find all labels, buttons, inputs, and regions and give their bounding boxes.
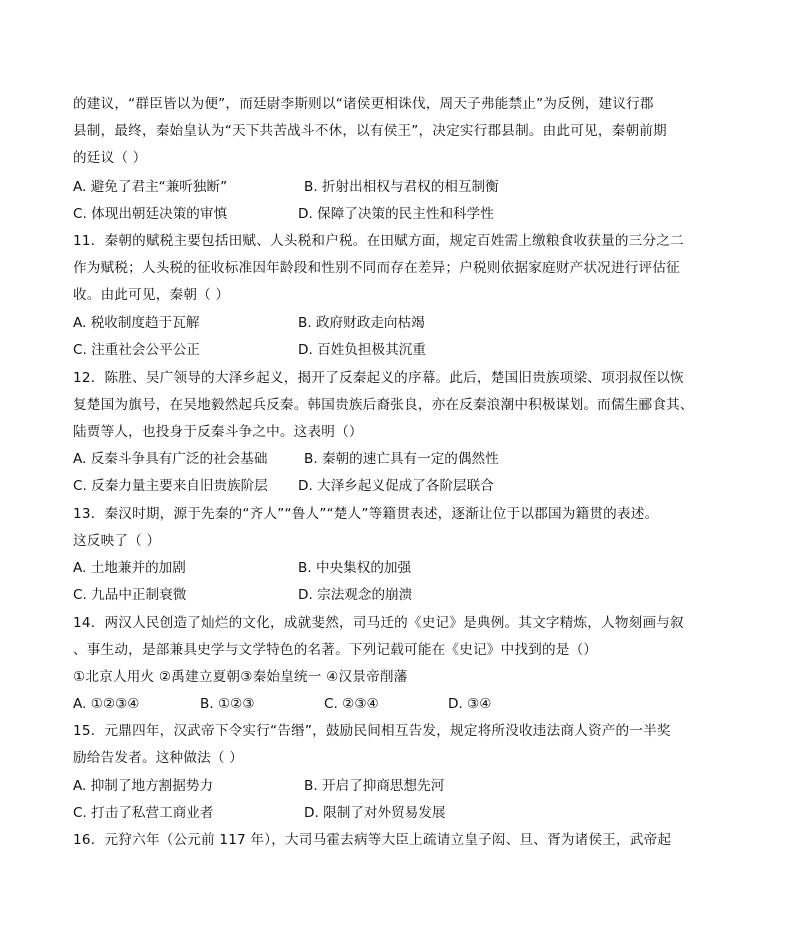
question-15-option-d: D. 限制了对外贸易发展 (304, 805, 446, 821)
question-12-option-d: D. 大泽乡起义促成了各阶层联合 (298, 478, 494, 494)
question-11-option-b: B. 政府财政走向枯竭 (298, 315, 425, 331)
question-14-option-d: D. ③④ (448, 696, 492, 712)
question-12-text-line: 12．陈胜、吴广领导的大泽乡起义，揭开了反秦起义的序幕。此后，楚国旧贵族项梁、项羽叔侄以恢 (73, 370, 684, 386)
question-15-option-b: B. 开启了抑商思想先河 (304, 778, 445, 794)
question-13-option-a: A. 土地兼并的加剧 (73, 560, 186, 576)
question-14-option-c: C. ②③④ (324, 696, 379, 712)
question-11-text-line: 作为赋税；人头税的征收标准因年龄段和性别不同而存在差异；户税则依据家庭财产状况进行评估征 (73, 260, 680, 276)
question-16-text-line: 16．元狩六年（公元前 117 年），大司马霍去病等大臣上疏请立皇子闳、旦、胥为诸侯王，武帝起 (73, 832, 672, 848)
question-14-option-b: B. ①②③ (200, 696, 255, 712)
question-11-text-line: 收。由此可见，秦朝（ ） (73, 287, 230, 303)
question-15-option-c: C. 打击了私营工商业者 (73, 805, 214, 821)
question-11-option-d: D. 百姓负担极其沉重 (298, 342, 426, 358)
question-11-option-a: A. 税收制度趋于瓦解 (73, 315, 200, 331)
question-14-text-line: 14．两汉人民创造了灿烂的文化，成就斐然，司马迁的《史记》是典例。其文字精炼，人物刻画与叙 (73, 615, 684, 631)
question-13-option-d: D. 宗法观念的崩溃 (298, 587, 413, 603)
question-12-option-b: B. 秦朝的速亡具有一定的偶然性 (304, 451, 499, 467)
question-12-text-line: 陆贾等人，也投身于反秦斗争之中。这表明（） (73, 424, 363, 440)
question-12-option-c: C. 反秦力量主要来自旧贵族阶层 (73, 478, 268, 494)
question-10-option-c: C. 体现出朝廷决策的审慎 (73, 206, 228, 222)
question-13-text-line: 13．秦汉时期，源于先秦的“齐人”“鲁人”“楚人”等籍贯表述，逐渐让位于以郡国为籍贯的表述。 (73, 506, 659, 522)
question-12-text-line: 复楚国为旗号，在吴地毅然起兵反秦。韩国贵族后裔张良，亦在反秦浪潮中积极谋划。而儒生郦食其、 (73, 397, 694, 413)
question-15-text-line: 励给告发者。这种做法（ ） (73, 750, 244, 766)
question-14-option-a: A. ①②③④ (73, 696, 140, 712)
question-11-option-c: C. 注重社会公平公正 (73, 342, 200, 358)
question-10-text-line: 的廷议（ ） (73, 150, 147, 166)
question-11-text-line: 11．秦朝的赋税主要包括田赋、人头税和户税。在田赋方面，规定百姓需上缴粮食收获量的三分之二 (73, 233, 684, 249)
question-10-option-a: A. 避免了君主“兼听独断” (73, 179, 228, 195)
question-10-text-line: 的建议，“群臣皆以为便”，而廷尉李斯则以“诸侯更相诛伐，周天子弗能禁止”为反例，建议行郡 (73, 96, 654, 112)
question-10-text-line: 县制，最终，秦始皇认为“天下共苦战斗不休，以有侯王”，决定实行郡县制。由此可见，秦朝前期 (73, 123, 667, 139)
question-10-option-d: D. 保障了决策的民主性和科学性 (298, 206, 494, 222)
question-13-text-line: 这反映了（ ） (73, 533, 161, 549)
question-10-option-b: B. 折射出相权与君权的相互制衡 (304, 179, 499, 195)
question-13-option-c: C. 九品中正制衰微 (73, 587, 187, 603)
question-12-option-a: A. 反秦斗争具有广泛的社会基础 (73, 451, 268, 467)
question-15-text-line: 15．元鼎四年，汉武帝下令实行“告缗”，鼓励民间相互告发，规定将所没收违法商人资产的一半奖 (73, 723, 671, 739)
question-14-items-line: ①北京人用火 ②禹建立夏朝③秦始皇统一 ④汉景帝削藩 (73, 669, 408, 685)
question-13-option-b: B. 中央集权的加强 (298, 560, 412, 576)
question-15-option-a: A. 抑制了地方割据势力 (73, 778, 214, 794)
question-14-text-line: 、事生动，是部兼具史学与文学特色的名著。下列记载可能在《史记》中找到的是（） (73, 642, 598, 658)
